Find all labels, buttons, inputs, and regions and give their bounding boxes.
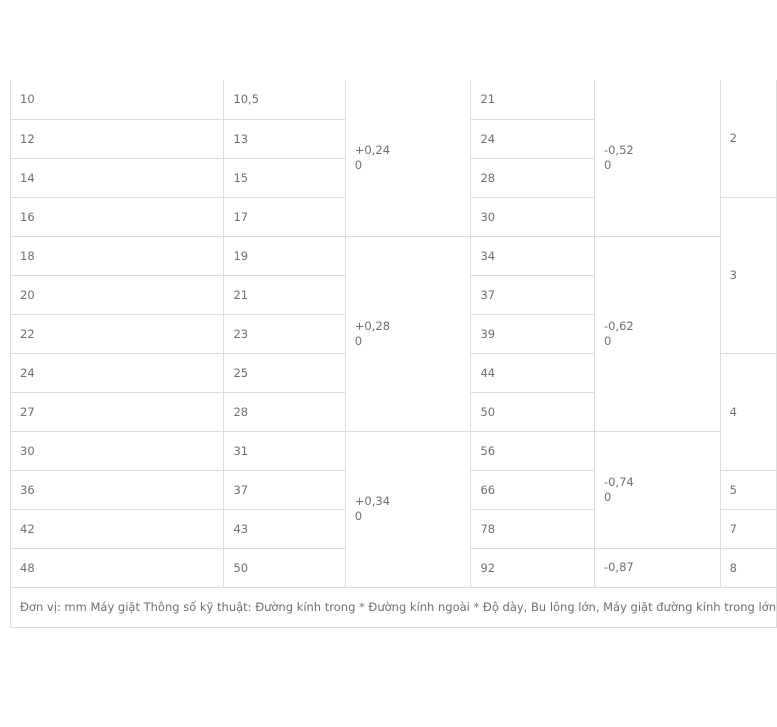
bolt-diameter-cell: 16 (11, 197, 224, 236)
outer-diameter-cell: 21 (471, 80, 595, 119)
thickness-cell: 5 (720, 470, 776, 509)
outer-diameter-cell: 50 (471, 392, 595, 431)
inner-diameter-cell: 15 (224, 158, 345, 197)
bolt-diameter-cell: 42 (11, 509, 224, 548)
tolerance-lower: 0 (354, 509, 363, 523)
outer-diameter-cell: 92 (471, 548, 595, 587)
inner-diameter-cell: 25 (224, 353, 345, 392)
inner-diameter-cell: 19 (224, 236, 345, 275)
tolerance-lower: 0 (603, 333, 612, 348)
bolt-diameter-cell: 48 (11, 548, 224, 587)
bolt-diameter-cell: 12 (11, 119, 224, 158)
bolt-diameter-cell: 14 (11, 158, 224, 197)
tolerance-lower: 0 (354, 157, 363, 172)
tolerance-lower: 0 (603, 489, 612, 504)
inner-tolerance-cell (345, 80, 471, 236)
table-row (11, 80, 777, 119)
inner-diameter-cell: 21 (224, 275, 345, 314)
thickness-cell: 3 (720, 197, 776, 353)
tolerance-upper: -0,87 (603, 560, 634, 574)
bolt-diameter-cell: 22 (11, 314, 224, 353)
outer-diameter-cell: 24 (471, 119, 595, 158)
outer-diameter-cell: 28 (471, 158, 595, 197)
thickness-cell: 2 (720, 80, 776, 197)
tolerance-lower: 0 (354, 333, 363, 348)
outer-diameter-cell: 30 (471, 197, 595, 236)
bolt-diameter-cell: 24 (11, 353, 224, 392)
outer-diameter-cell: 39 (471, 314, 595, 353)
outer-tolerance-cell (594, 236, 720, 431)
bolt-diameter-cell: 20 (11, 275, 224, 314)
washer-spec-table (10, 80, 777, 628)
inner-diameter-cell: 17 (224, 197, 345, 236)
tolerance-upper: -0,62 (603, 318, 634, 333)
tolerance-upper: +0,34 (354, 494, 391, 508)
table-row (11, 431, 777, 470)
tolerance-upper: -0,74 (603, 474, 634, 489)
table-row (11, 236, 777, 275)
inner-tolerance-cell (345, 431, 471, 587)
outer-diameter-cell: 78 (471, 509, 595, 548)
bolt-diameter-cell: 30 (11, 431, 224, 470)
outer-diameter-cell: 66 (471, 470, 595, 509)
outer-diameter-cell: 37 (471, 275, 595, 314)
tolerance-upper: -0,52 (603, 142, 634, 157)
inner-diameter-cell: 23 (224, 314, 345, 353)
inner-diameter-cell: 50 (224, 548, 345, 587)
thickness-cell: 4 (720, 353, 776, 470)
inner-diameter-cell: 13 (224, 119, 345, 158)
tolerance-lower: 0 (603, 157, 612, 172)
outer-tolerance-cell (594, 431, 720, 548)
tolerance-upper: +0,24 (354, 142, 391, 157)
outer-tolerance-cell (594, 548, 720, 587)
table-footer-row (11, 587, 777, 627)
thickness-cell: 8 (720, 548, 776, 587)
inner-diameter-cell: 43 (224, 509, 345, 548)
footer-note: Đơn vị: mm Máy giặt Thông số kỹ thuật: Đường kính trong * Đường kính ngoài * Độ dày, Bu lông lớn, Máy giặt đường kính trong lớn (11, 587, 777, 627)
inner-tolerance-cell (345, 236, 471, 431)
inner-diameter-cell: 28 (224, 392, 345, 431)
bolt-diameter-cell: 18 (11, 236, 224, 275)
bolt-diameter-cell: 10 (11, 80, 224, 119)
tolerance-upper: +0,28 (354, 318, 391, 333)
outer-diameter-cell: 34 (471, 236, 595, 275)
thickness-cell: 7 (720, 509, 776, 548)
inner-diameter-cell: 10,5 (224, 80, 345, 119)
outer-tolerance-cell (594, 80, 720, 236)
outer-diameter-cell: 44 (471, 353, 595, 392)
outer-diameter-cell: 56 (471, 431, 595, 470)
inner-diameter-cell: 37 (224, 470, 345, 509)
bolt-diameter-cell: 36 (11, 470, 224, 509)
bolt-diameter-cell: 27 (11, 392, 224, 431)
inner-diameter-cell: 31 (224, 431, 345, 470)
